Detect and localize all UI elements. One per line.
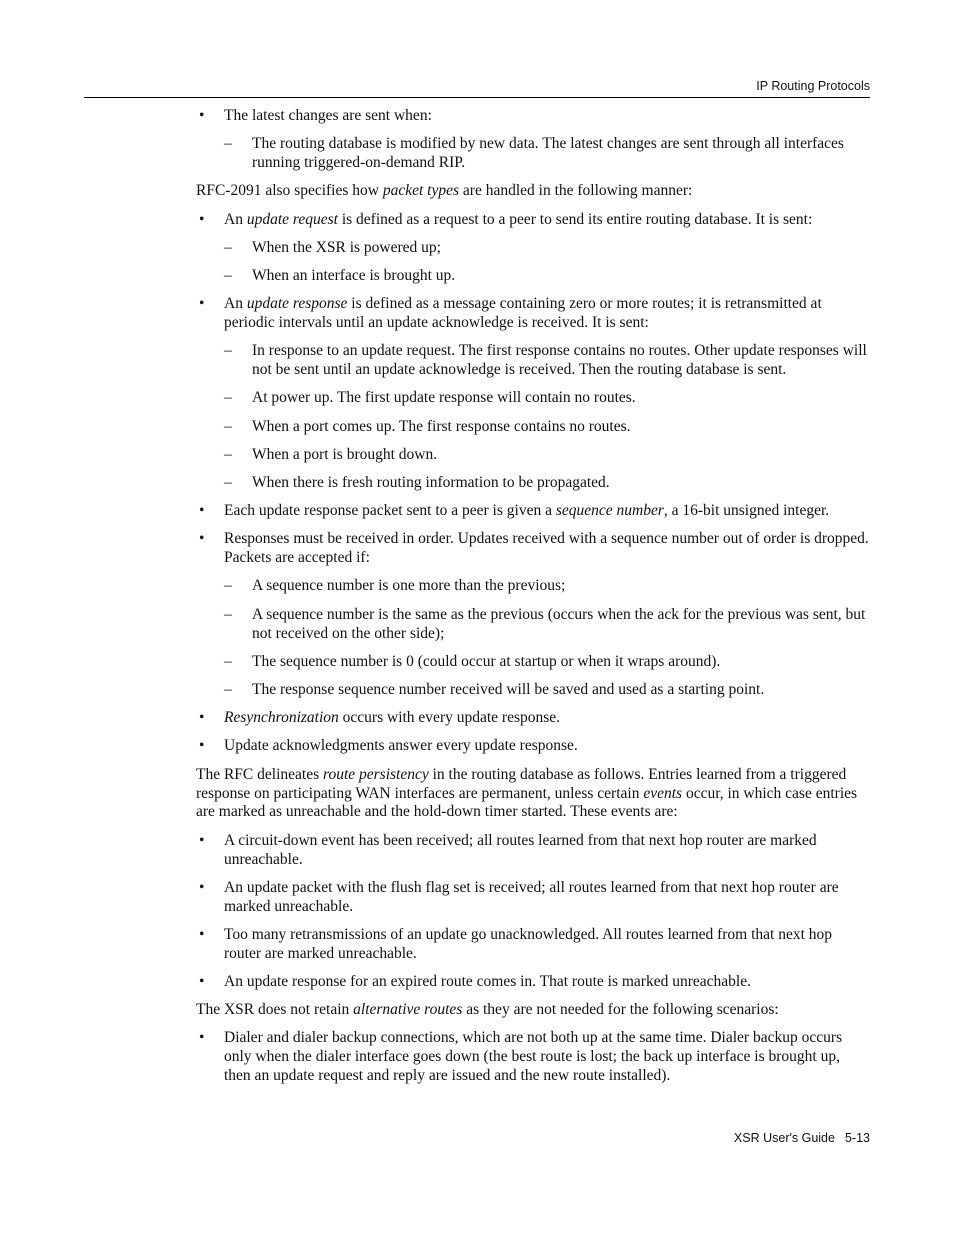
text-run: occurs with every update response. (338, 709, 561, 727)
italic-term: update response (246, 295, 348, 313)
dash-marker: – (224, 577, 232, 595)
bullet-item (196, 502, 870, 521)
block-text (224, 737, 578, 754)
body-paragraph (196, 1001, 870, 1020)
dash-marker: – (224, 389, 232, 407)
text-run: The response sequence number received will be saved and used as a starting point. (252, 680, 765, 698)
block-text (224, 926, 832, 962)
sub-bullet-item (196, 342, 870, 380)
bullet-item (196, 832, 870, 870)
page-body (196, 107, 870, 1095)
text-run: in the routing database as follows. Entries learned from a triggered response on participating WAN interfaces are permanent, unless certain (196, 765, 847, 802)
text-run: A circuit-down event has been received; all routes learned from that next hop router are marked unreachable. (224, 831, 817, 868)
italic-term: packet types (382, 182, 460, 200)
sub-bullet-item (196, 653, 870, 672)
text-run: , a 16-bit unsigned integer. (663, 502, 830, 520)
block-text (196, 182, 692, 199)
italic-term: route persistency (323, 765, 429, 783)
text-run: Dialer and dialer backup connections, which are not both up at the same time. Dialer backup occurs only when the dialer interface goes down (the best route is lost; the back up interface is brought up, then an update request and reply are issued and the new route installed). (224, 1029, 843, 1085)
bullet-marker: • (199, 831, 205, 849)
text-run: The routing database is modified by new data. The latest changes are sent through all interfaces running triggered-on-demand RIP. (252, 135, 844, 172)
bullet-item (196, 1029, 870, 1086)
block-text (252, 653, 720, 670)
dash-marker: – (224, 445, 232, 463)
text-run: as they are not needed for the following scenarios: (462, 1001, 779, 1019)
block-text (252, 606, 865, 642)
block-text (252, 267, 455, 284)
text-run: Update acknowledgments answer every update response. (224, 737, 578, 755)
text-run: Each update response packet sent to a peer is given a (224, 502, 556, 520)
sub-bullet-item (196, 389, 870, 408)
sub-bullet-item (196, 267, 870, 286)
sub-bullet-item (196, 606, 870, 644)
italic-term: alternative routes (353, 1001, 463, 1019)
text-run: are handled in the following manner: (459, 182, 693, 200)
running-header: IP Routing Protocols (756, 79, 870, 93)
text-run: The latest changes are sent when: (224, 107, 432, 124)
footer-guide-title: XSR User's Guide (733, 1131, 835, 1145)
dash-marker: – (224, 680, 232, 698)
bullet-marker: • (199, 295, 205, 313)
sub-bullet-item (196, 135, 870, 173)
text-run: A sequence number is the same as the previous (occurs when the ack for the previous was sent, but not received on the other side); (252, 605, 866, 642)
bullet-marker: • (199, 878, 205, 896)
header-rule (84, 97, 870, 98)
block-text (252, 418, 631, 435)
text-run: occur, in which case entries are marked as unreachable and the hold-down timer started. These events are: (196, 784, 858, 821)
text-run: When a port is brought down. (252, 445, 438, 463)
block-text (252, 239, 441, 256)
text-run: Responses must be received in order. Updates received with a sequence number out of order is dropped. Packets are accepted if: (224, 530, 869, 567)
block-text (252, 446, 437, 463)
bullet-item (196, 211, 870, 230)
italic-term: update request (246, 210, 338, 228)
dash-marker: – (224, 652, 232, 670)
block-text (224, 295, 822, 331)
sub-bullet-item (196, 418, 870, 437)
bullet-marker: • (199, 709, 205, 727)
bullet-marker: • (199, 502, 205, 520)
text-run: An (224, 295, 247, 313)
text-run: An update response for an expired route comes in. That route is marked unreachable. (224, 972, 751, 990)
bullet-marker: • (199, 737, 205, 755)
italic-term: Resynchronization (224, 709, 339, 727)
text-run: When there is fresh routing information to be propagated. (252, 473, 610, 491)
text-run: The RFC delineates (196, 765, 323, 783)
page-footer (734, 1131, 870, 1145)
text-run: is defined as a request to a peer to send its entire routing database. It is sent: (337, 210, 813, 228)
text-run: The XSR does not retain (196, 1001, 354, 1019)
block-text (224, 530, 869, 566)
bullet-marker: • (199, 107, 205, 124)
dash-marker: – (224, 342, 232, 360)
text-run: An update packet with the flush flag set is received; all routes learned from that next hop router are marked unreachable. (224, 878, 839, 915)
bullet-marker: • (199, 925, 205, 943)
block-text (224, 879, 839, 915)
sub-bullet-item (196, 239, 870, 258)
text-run: is defined as a message containing zero or more routes; it is retransmitted at periodic intervals until an update acknowledge is received. It is sent: (224, 295, 822, 332)
sub-bullet-item (196, 474, 870, 493)
body-paragraph (196, 766, 870, 823)
text-run: When a port comes up. The first response contains no routes. (252, 417, 631, 435)
block-text (224, 832, 817, 868)
block-text (196, 766, 857, 821)
bullet-marker: • (199, 1029, 205, 1047)
bullet-item (196, 107, 870, 126)
dash-marker: – (224, 266, 232, 284)
sub-bullet-item (196, 446, 870, 465)
bullet-item (196, 973, 870, 992)
bullet-item (196, 709, 870, 728)
footer-page-number: 5-13 (844, 1131, 870, 1145)
block-text (224, 211, 812, 228)
block-text (224, 709, 560, 726)
block-text (196, 1001, 779, 1018)
block-text (252, 135, 844, 171)
dash-marker: – (224, 135, 232, 153)
text-run: When the XSR is powered up; (252, 238, 441, 256)
bullet-marker: • (199, 972, 205, 990)
block-text (224, 502, 829, 519)
text-run: An (224, 210, 247, 228)
bullet-item (196, 737, 870, 756)
dash-marker: – (224, 417, 232, 435)
block-text (252, 342, 867, 378)
text-run: Too many retransmissions of an update go unacknowledged. All routes learned from that next hop router are marked unreachable. (224, 925, 833, 962)
sub-bullet-item (196, 681, 870, 700)
bullet-item (196, 530, 870, 568)
italic-term: sequence number (555, 502, 664, 520)
block-text (252, 681, 764, 698)
block-text (252, 474, 610, 491)
text-run: The sequence number is 0 (could occur at startup or when it wraps around). (252, 652, 721, 670)
text-run: When an interface is brought up. (252, 266, 456, 284)
bullet-marker: • (199, 530, 205, 548)
block-text (224, 1029, 842, 1084)
body-paragraph (196, 182, 870, 201)
block-text (224, 973, 751, 990)
italic-term: events (643, 784, 683, 802)
sub-bullet-item (196, 577, 870, 596)
dash-marker: – (224, 473, 232, 491)
text-run: At power up. The first update response will contain no routes. (252, 389, 636, 407)
text-run: In response to an update request. The first response contains no routes. Other update responses will not be sent until an update acknowledge is received. Then the routing database is sent. (252, 342, 867, 379)
block-text (252, 389, 636, 406)
dash-marker: – (224, 238, 232, 256)
dash-marker: – (224, 605, 232, 623)
block-text (224, 107, 432, 124)
text-run: RFC-2091 also specifies how (196, 182, 383, 200)
text-run: A sequence number is one more than the previous; (252, 577, 566, 595)
bullet-item (196, 879, 870, 917)
bullet-item (196, 295, 870, 333)
bullet-marker: • (199, 210, 205, 228)
block-text (252, 577, 565, 594)
bullet-item (196, 926, 870, 964)
